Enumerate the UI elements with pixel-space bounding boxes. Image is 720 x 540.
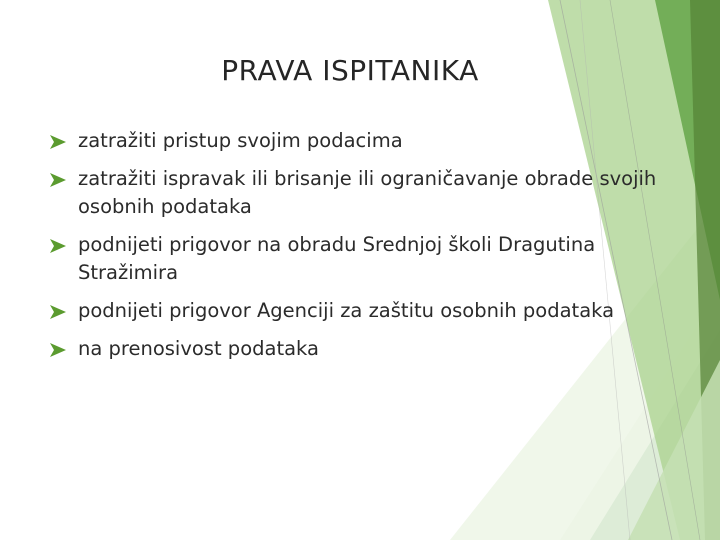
bullet-text: podnijeti prigovor Agenciji za zaštitu osobnih podataka [78,299,615,322]
arrowhead-bullet-icon [50,135,66,149]
arrowhead-bullet-icon [50,343,66,357]
arrowhead-bullet-icon [50,305,66,319]
arrowhead-bullet-icon [50,173,66,187]
list-item [48,231,668,287]
bullet-text: podnijeti prigovor na obradu Srednjoj školi Dragutina Stražimira [78,233,596,284]
arrowhead-bullet-icon [50,239,66,253]
slide-title: PRAVA ISPITANIKA [221,54,479,87]
bullet-text: zatražiti pristup svojim podacima [78,129,403,152]
bullet-text: zatražiti ispravak ili brisanje ili ograničavanje obrade svojih osobnih podataka [78,167,657,218]
list-item [48,335,668,363]
list-item [48,165,668,221]
list-item [48,127,668,155]
bullet-text: na prenosivost podataka [78,337,319,360]
bullet-list [48,127,668,373]
list-item [48,297,668,325]
